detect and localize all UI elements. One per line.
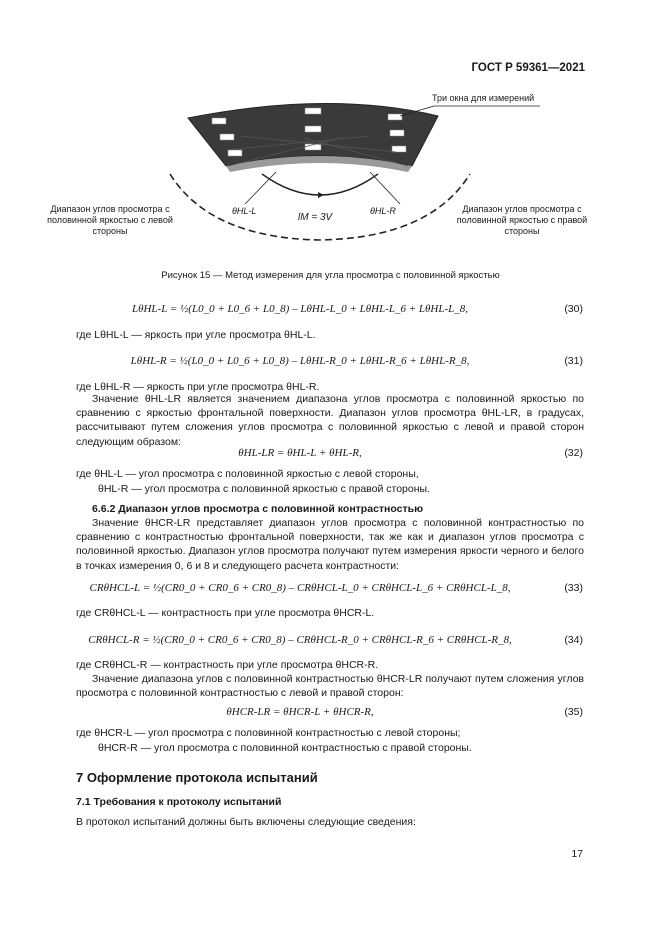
equation-30: LθHL-L = ½(L0_0 + L0_6 + L0_8) – LθHL-L_0 + LθHL-L_6 + LθHL-L_8, <box>131 303 469 315</box>
right-range-label: Диапазон углов просмотра с половинной яркостью с правой стороны <box>456 204 588 236</box>
windows-callout: Три окна для измерений <box>432 93 535 103</box>
equation-30-number: (30) <box>564 303 583 315</box>
section-7-1-heading: 7.1 Требования к протоколу испытаний <box>76 796 282 808</box>
definition-30: где LθHL-L — яркость при угле просмотра θHL-L. <box>76 329 316 341</box>
equation-31: LθHL-R = ½(L0_0 + L0_6 + L0_8) – LθHL-R_0 + LθHL-R_6 + LθHL-R_8, <box>130 355 470 367</box>
page-number: 17 <box>571 848 583 860</box>
equation-32: θHL-LR = θHL-L + θHL-R, <box>238 447 362 459</box>
definition-35-right: θHCR-R — угол просмотра с половинной контрастностью с правой стороны. <box>98 742 472 754</box>
equation-34: CRθHCL-R = ½(CR0_0 + CR0_6 + CR0_8) – CRθHCL-R_0 + CRθHCL-R_6 + CRθHCL-R_8, <box>88 634 512 646</box>
section-7-heading: 7 Оформление протокола испытаний <box>76 770 318 785</box>
definition-34: где CRθHCL-R — контрастность при угле просмотра θHCR-R. <box>76 659 379 671</box>
paragraph-half-contrast: Значение θHCR-LR представляет диапазон углов просмотра с половинной контрастностью по сравнению с контрастностью фронтальной поверхности, так же как и диапазон углов просмотра с половинной яркостью. Диапазон углов просмотра получают путем измерения яркости черного и белого в точках измерения 0, 6 и 8 и следующего расчета контрастности: <box>76 517 584 572</box>
equation-34-number: (34) <box>564 634 583 646</box>
left-range-label: Диапазон углов просмотра с половинной яркостью с левой стороны <box>47 204 173 236</box>
theta-left-label: θHL-L <box>232 206 257 216</box>
paragraph-report-contents: В протокол испытаний должны быть включены следующие сведения: <box>76 816 416 828</box>
definition-33: где CRθHCL-L — контрастность при угле просмотра θHCR-L. <box>76 607 375 619</box>
equation-35-number: (35) <box>564 706 583 718</box>
paragraph-half-luminance: Значение θHL-LR является значением диапазона углов просмотра с половинной яркостью по сравнению с яркостью фронтальной поверхности. Диапазон углов просмотра θHL-LR, в градусах, рассчитывают путем сложения углов просмотра с половинной яркостью с левой и правой сторон следующим образом: <box>76 393 584 448</box>
definition-31: где LθHL-R — яркость при угле просмотра θHL-R. <box>76 381 320 393</box>
figure-15 <box>40 88 600 260</box>
figure-caption: Рисунок 15 — Метод измерения для угла просмотра с половинной яркостью <box>161 270 500 281</box>
equation-33-number: (33) <box>564 582 583 594</box>
standard-header: ГОСТ Р 59361—2021 <box>471 62 585 74</box>
equation-33: CRθHCL-L = ½(CR0_0 + CR0_6 + CR0_8) – CRθHCL-L_0 + CRθHCL-L_6 + CRθHCL-L_8, <box>89 582 511 594</box>
definition-32-right: θHL-R — угол просмотра с половинной яркостью с правой стороны. <box>98 483 430 495</box>
equation-35: θHCR-LR = θHCR-L + θHCR-R, <box>226 706 374 718</box>
equation-31-number: (31) <box>564 355 583 367</box>
equation-32-number: (32) <box>564 447 583 459</box>
definition-35-left: где θHCR-L — угол просмотра с половинной контрастностью с левой стороны; <box>76 727 461 739</box>
theta-right-label: θHL-R <box>370 206 396 216</box>
definition-32-left: где θHL-L — угол просмотра с половинной яркостью с левой стороны, <box>76 468 419 480</box>
paragraph-contrast-range: Значение диапазона углов с половинной контрастностью θHCR-LR получают путем сложения углов просмотра с половинной контрастностью с левой и правой сторон: <box>76 673 584 700</box>
section-6-6-2-heading: 6.6.2 Диапазон углов просмотра с половинной контрастностью <box>92 503 424 515</box>
lm-label: lM = 3V <box>298 212 333 223</box>
